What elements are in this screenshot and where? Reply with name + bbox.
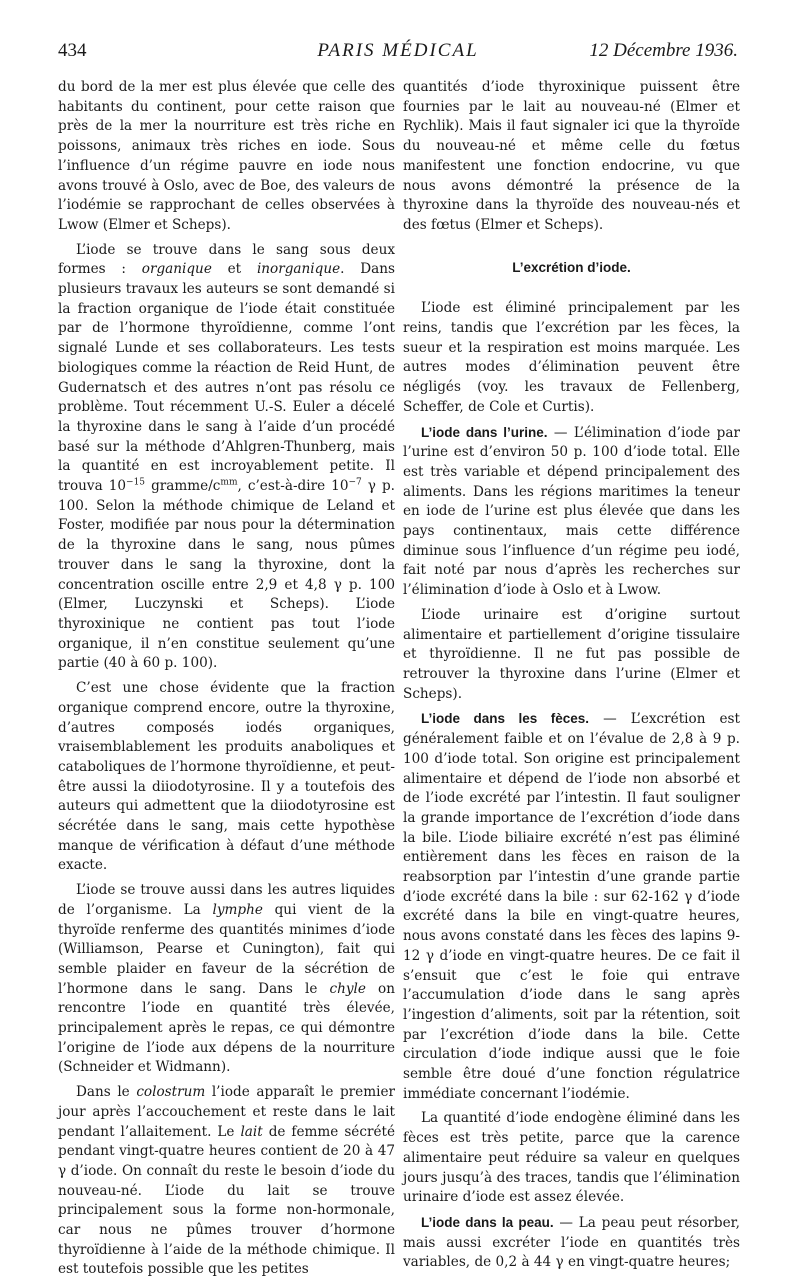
subsection-heading: L’iode dans les fèces. bbox=[421, 711, 590, 727]
subsection-heading: L’iode dans la peau. bbox=[421, 1214, 554, 1230]
paragraph: du bord de la mer est plus élevée que celle des habitants du continent, pour cette raison que près de la mer la nourriture est très riche en poissons, animaux très riches en iode. Sous l’influence d’un régime pauvre en iode nous avons trouvé à Oslo, avec de Boe, des valeurs de l’iodémie se rapprochant de celles observées à Lwow (Elmer et Scheps). bbox=[58, 79, 395, 233]
running-header bbox=[58, 40, 738, 66]
emphasis: lymphe bbox=[212, 901, 263, 918]
paragraph: Dans le colostrum l’iode apparaît le premier jour après l’accouchement et reste dans le lait pendant l’allaitement. Le lait de femme sécrété pendant vingt-quatre heures contient de 20 à 47 γ d’iode. On connaît du reste le besoin d’iode du nouveau-né. L’iode du lait se trouve principalement sous la forme non-hormonale, car nous ne pûmes trouver d’hormone thyroïdienne à l’aide de la méthode chimique. Il est toutefois possible que les petites bbox=[58, 1084, 395, 1278]
emphasis: chyle bbox=[329, 980, 366, 997]
paragraph: L’iode se trouve dans le sang sous deux formes : organique et inorganique. Dans plusieurs travaux les auteurs se sont demandé si la fraction organique de l’iode était constituée par de l’hormone thyroïdienne, comme l’ont signalé Lunde et ses collaborateurs. Les tests biologiques comme la réaction de Reid Hunt, de Gudernatsch et des autres n’ont pas résolu ce problème. Tout récemment U.-S. Euler a décelé la thyroxine dans le sang à l’aide d’un procédé basé sur la méthode d’Ahlgren-Thunberg, mais la quantité en est incroyablement petite. Il trouva $10^{-15}$ gramme/$c^{mm}$, c’est-à-dire $10^{-7}$ γ p. 100. Selon la méthode chimique de Leland et Foster, modifiée par nous pour la détermination de la thyroxine dans le sang, nous pûmes trouver dans le sang la thyroxine, dont la concentration oscille entre 2,9 et 4,8 γ p. 100 (Elmer, Luczynski et Scheps). L’iode thyroxinique ne contient pas tout l’iode organique, il n’en constitue seulement qu’une partie (40 à 60 p. 100). bbox=[58, 241, 395, 672]
subsection-heading: L’iode dans l’urine. bbox=[421, 424, 548, 440]
section-heading: L’excrétion d’iode. bbox=[512, 259, 631, 275]
emphasis: colostrum bbox=[136, 1084, 206, 1101]
paragraph: L’iode est éliminé principalement par les reins, tandis que l’excrétion par les fèces, la sueur et la respiration est moins marquée. Les autres modes d’élimination peuvent être négligés (voy. les travaux de Fellenberg, Scheffer, de Cole et Curtis). bbox=[403, 300, 740, 415]
paragraph: L’iode urinaire est d’origine surtout alimentaire et partiellement d’origine tissulaire et thyroïdienne. Il ne fut pas possible de retrouver la thyroxine dans l’urine (Elmer et Scheps). bbox=[403, 606, 740, 702]
paragraph: C’est une chose évidente que la fraction organique comprend encore, outre la thyroxine, d’autres composés iodés organiques, vraisemblablement les produits anaboliques et cataboliques de l’hormone thyroïdienne, et peut-être aussi la diiodotyrosine. Il y a toutefois des auteurs qui admettent que la diiodotyrosine est sécrétée dans le sang, mais cette hypothèse manque de vérification à défaut d’une méthode exacte. bbox=[58, 680, 395, 874]
paragraph: L’iode dans la peau. — La peau peut résorber, mais aussi excréter l’iode en quantités très variables, de 0,2 à 44 γ en vingt-quatre heures; bbox=[403, 1214, 740, 1271]
paragraph: La quantité d’iode endogène éliminé dans les fèces est très petite, parce que la carence alimentaire peut réduire sa valeur en quelques jours jusqu’à des traces, tandis que l’élimination urinaire d’iode est assez élevée. bbox=[403, 1110, 740, 1206]
left-column bbox=[58, 78, 395, 1280]
emphasis: organique bbox=[141, 261, 212, 278]
paragraph: quantités d’iode thyroxinique puissent être fournies par le lait au nouveau-né (Elmer et Rychlik). Mais il faut signaler ici que la thyroïde du nouveau-né et même celle du fœtus manifestent une fonction endocrine, vu que nous avons démontré la présence de la thyroxine dans la thyroïde des nouveau-nés et des fœtus (Elmer et Scheps). bbox=[403, 79, 740, 233]
emphasis: lait bbox=[240, 1123, 263, 1140]
emphasis: inorganique bbox=[256, 261, 341, 278]
paragraph: L’iode se trouve aussi dans les autres liquides de l’organisme. La lymphe qui vient de la thyroïde renferme des quantités minimes d’iode (Williamson, Pearse et Cunington), fait qui semble plaider en faveur de la sécrétion de l’hormone dans le sang. Dans le chyle on rencontre l’iode en quantité très élevée, principalement après le repas, ce qui démontre l’origine de l’iode aux dépens de la nourriture (Schneider et Widmann). bbox=[58, 882, 396, 1076]
paragraph: L’iode dans l’urine. — L’élimination d’iode par l’urine est d’environ 50 p. 100 d’iode total. Elle est très variable et dépend principalement des aliments. Dans les régions maritimes la teneur en iode de l’urine est plus élevée que dans les pays continentaux, mais cette différence diminue sous l’influence d’un régime peu iodé, fait noté par nous d’après les recherches sur l’élimination d’iode à Oslo et à Lwow. bbox=[403, 424, 740, 599]
journal-title: PARIS MÉDICAL bbox=[317, 40, 479, 61]
right-column bbox=[403, 78, 740, 1273]
issue-date: 12 Décembre 1936. bbox=[589, 40, 738, 61]
paragraph: L’iode dans les fèces. — L’excrétion est généralement faible et on l’évalue de 2,8 à 9 p. 100 d’iode total. Son origine est principalement alimentaire et dépend de l’iode non absorbé et de l’iode excrété par l’intestin. Il faut souligner la grande importance de l’excrétion d’iode dans la bile. L’iode biliaire excrété n’est pas éliminé entièrement dans les fèces en raison de la reabsorption par l’intestin d’une grande partie d’iode excrété dans la bile : sur 62-162 γ d’iode excrété dans la bile en vingt-quatre heures, nous avons constaté dans les fèces des lapins 9-12 γ d’iode en vingt-quatre heures. De ce fait il s’ensuit que c’est le foie qui entrave l’accumulation d’iode dans le sang après l’ingestion d’aliments, soit par la rétention, soit par l’excrétion d’iode dans la bile. Cette circulation d’iode indique aussi que le foie semble être doué d’une fonction régulatrice immédiate concernant l’iodémie. bbox=[403, 711, 740, 1102]
page-number: 434 bbox=[58, 40, 87, 61]
